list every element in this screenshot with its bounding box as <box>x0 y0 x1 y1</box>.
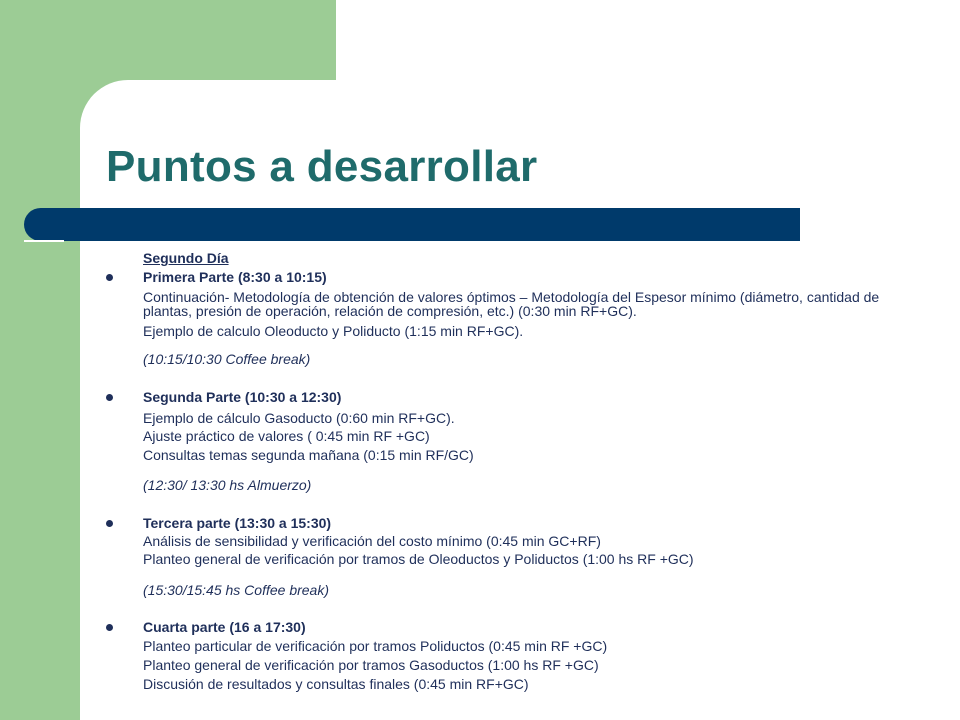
bullet-icon <box>106 274 113 281</box>
agenda-line: Ejemplo de calculo Oleoducto y Poliducto (1:15 min RF+GC). <box>143 323 524 339</box>
break-line: (12:30/ 13:30 hs Almuerzo) <box>143 477 312 493</box>
agenda-line: Continuación- Metodología de obtención de valores óptimos – Metodología del Espesor mínimo (diámetro, cantidad de plantas, presión de operación, relación de compresión, etc.) (0:30 min RF+GC). <box>143 289 880 319</box>
bullet-icon <box>106 624 113 631</box>
agenda-line: Análisis de sensibilidad y verificación del costo mínimo (0:45 min GC+RF) <box>143 533 601 549</box>
section-heading <box>106 619 926 636</box>
title-bar-notch <box>24 240 64 242</box>
section-heading <box>106 389 926 406</box>
section-heading-text: Primera Parte (8:30 a 10:15) <box>143 269 327 285</box>
section-heading <box>106 515 926 532</box>
agenda-line: Consultas temas segunda mañana (0:15 min RF/GC) <box>143 447 474 463</box>
break-line: (15:30/15:45 hs Coffee break) <box>143 582 330 598</box>
day-heading: Segundo Día <box>143 250 229 266</box>
bullet-icon <box>106 520 113 527</box>
agenda-line: Ejemplo de cálculo Gasoducto (0:60 min RF+GC). <box>143 410 455 426</box>
agenda-line: Planteo particular de verificación por tramos Poliductos (0:45 min RF +GC) <box>143 638 608 654</box>
bullet-icon <box>106 394 113 401</box>
agenda-line: Ajuste práctico de valores ( 0:45 min RF +GC) <box>143 428 430 444</box>
agenda-content <box>106 250 926 693</box>
agenda-line: Planteo general de verificación por tramos de Oleoductos y Poliductos (1:00 hs RF +GC) <box>143 551 694 567</box>
title-underline-bar <box>24 208 800 241</box>
break-line: (10:15/10:30 Coffee break) <box>143 351 311 367</box>
section-heading-text: Tercera parte (13:30 a 15:30) <box>143 515 332 531</box>
agenda-line: Discusión de resultados y consultas finales (0:45 min RF+GC) <box>143 676 529 692</box>
agenda-line: Planteo general de verificación por tramos Gasoductos (1:00 hs RF +GC) <box>143 657 599 673</box>
section-heading-text: Segunda Parte (10:30 a 12:30) <box>143 389 342 405</box>
section-heading <box>106 269 926 286</box>
section-heading-text: Cuarta parte (16 a 17:30) <box>143 619 306 635</box>
slide-title: Puntos a desarrollar <box>106 142 538 191</box>
